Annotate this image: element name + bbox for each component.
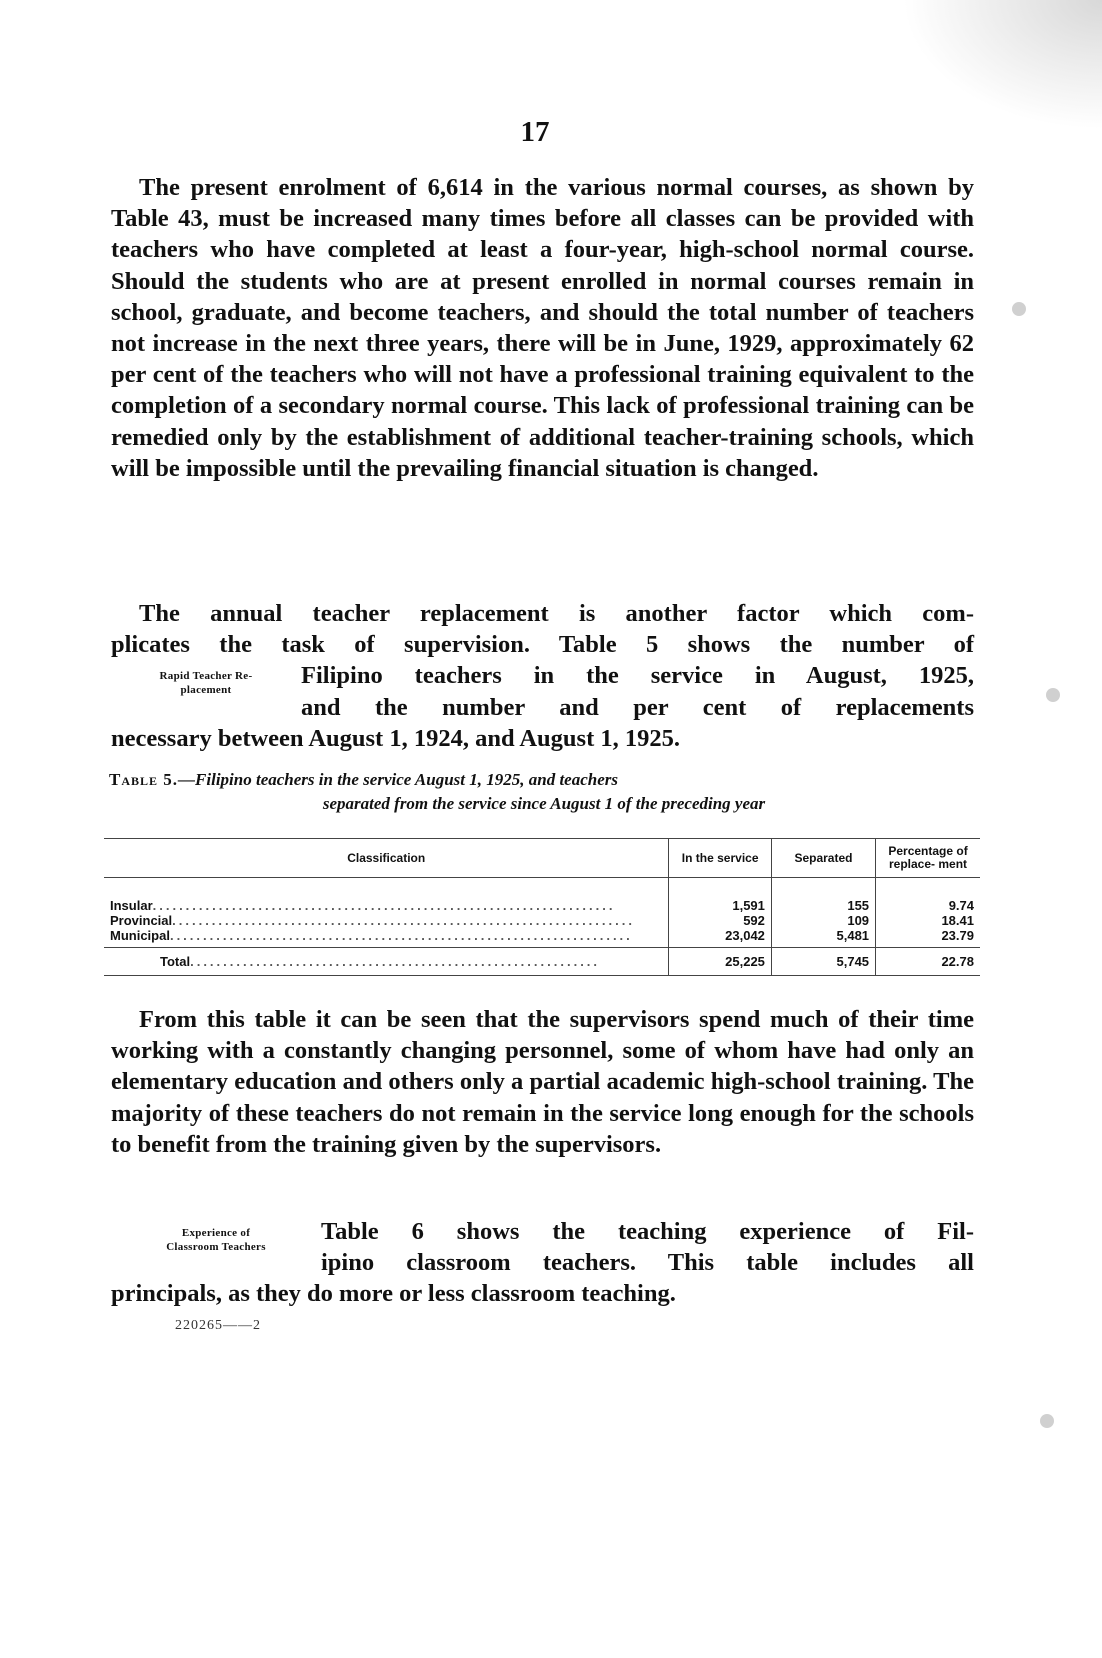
header-classification: Classification xyxy=(104,839,669,878)
cell-separated: 5,481 xyxy=(771,928,875,948)
cell-in-service: 23,042 xyxy=(669,928,772,948)
row-label: Municipal xyxy=(110,928,170,943)
row-label: Provincial xyxy=(110,913,173,928)
paragraph-line: Filipino teachers in the service in August, 1925, xyxy=(301,662,974,690)
paragraph-line: The annual teacher replacement is another factor which com- xyxy=(139,600,974,627)
row-label: Total xyxy=(160,954,191,969)
paragraph-replacement xyxy=(111,598,974,754)
header-percentage: Percentage of replace- ment xyxy=(876,839,980,878)
margin-note-rapid-replacement xyxy=(111,660,301,697)
paragraph-experience xyxy=(111,1216,974,1310)
header-in-service: In the service xyxy=(669,839,772,878)
printer-signature: 220265——2 xyxy=(175,1318,261,1333)
margin-note-line: placement xyxy=(180,684,232,697)
margin-note-line: Rapid Teacher Re- xyxy=(159,670,253,683)
leader-dots: ...................................................................... xyxy=(169,928,633,943)
cell-percentage: 22.78 xyxy=(876,948,980,976)
paragraph-line: and the number and per cent of replacements xyxy=(301,693,974,721)
margin-note-experience xyxy=(111,1216,321,1254)
cell-percentage: 9.74 xyxy=(876,878,980,914)
paragraph-text: The present enrolment of 6,614 in the various normal courses, as shown by Table 43, must be increased many times before all classes can be provided with teachers who have completed at least a four-year, high-school normal course. Should the students who are at present enrolled in normal courses remain in school, graduate, and become teachers, and should the total number of teachers not increase in the next three years, there will be in June, 1929, approximately 62 per cent of the teachers who will not have a professional training equivalent to the completion of a secondary normal course. This lack of professional training can be remedied only by the establishment of additional teacher-training schools, which will be impossible until the prevailing financial situation is changed. xyxy=(111,174,974,482)
row-label: Insular xyxy=(110,898,153,913)
table-total-row xyxy=(104,948,980,976)
table-header-row xyxy=(104,839,980,878)
scan-speck xyxy=(1012,302,1026,316)
margin-note-line: Experience of xyxy=(181,1227,251,1239)
paragraph-text: From this table it can be seen that the supervisors spend much of their time working with a constantly changing personnel, some of whom have had only an elementary education and others only a partial academic high-school training. The majority of these teachers do not remain in the service long enough for the schools to benefit from the training given by the supervisors. xyxy=(111,1006,974,1158)
paragraph-supervisors xyxy=(111,1004,974,1160)
paragraph-enrolment xyxy=(111,172,974,484)
cell-percentage: 18.41 xyxy=(876,913,980,928)
table-row xyxy=(104,878,980,914)
scan-noise xyxy=(902,0,1102,130)
cell-in-service: 1,591 xyxy=(669,878,772,914)
paragraph-line: ipino classroom teachers. This table includes all xyxy=(321,1249,974,1277)
paragraph-line: necessary between August 1, 1924, and August 1, 1925. xyxy=(111,724,680,752)
cell-in-service: 25,225 xyxy=(669,948,772,976)
table-row xyxy=(104,913,980,928)
leader-dots: ...................................................................... xyxy=(172,913,635,928)
cell-separated: 155 xyxy=(771,878,875,914)
leader-dots: ...................................................................... xyxy=(152,898,616,913)
header-separated: Separated xyxy=(771,839,875,878)
table-caption-line: —Filipino teachers in the service August 1, 1925, and teachers xyxy=(178,770,619,789)
table-caption xyxy=(109,768,979,816)
scan-speck xyxy=(1046,688,1060,702)
paragraph-line: plicates the task of supervision. Table 5 shows the number of xyxy=(111,631,974,659)
page-number: 17 xyxy=(520,116,550,148)
teachers-table xyxy=(104,838,980,976)
paragraph-line: principals, as they do more or less classroom teaching. xyxy=(111,1280,676,1308)
table-row xyxy=(104,928,980,948)
scan-speck xyxy=(1040,1414,1054,1428)
cell-separated: 5,745 xyxy=(771,948,875,976)
cell-in-service: 592 xyxy=(669,913,772,928)
margin-note-line: Classroom Teachers xyxy=(166,1241,266,1253)
table-caption-lead: Table 5. xyxy=(109,770,179,789)
leader-dots: .............................................................. xyxy=(190,954,601,969)
table-caption-line: separated from the service since August 1 of the preceding year xyxy=(322,794,766,813)
cell-percentage: 23.79 xyxy=(876,928,980,948)
cell-separated: 109 xyxy=(771,913,875,928)
paragraph-line: Table 6 shows the teaching experience of Fil- xyxy=(321,1218,974,1245)
